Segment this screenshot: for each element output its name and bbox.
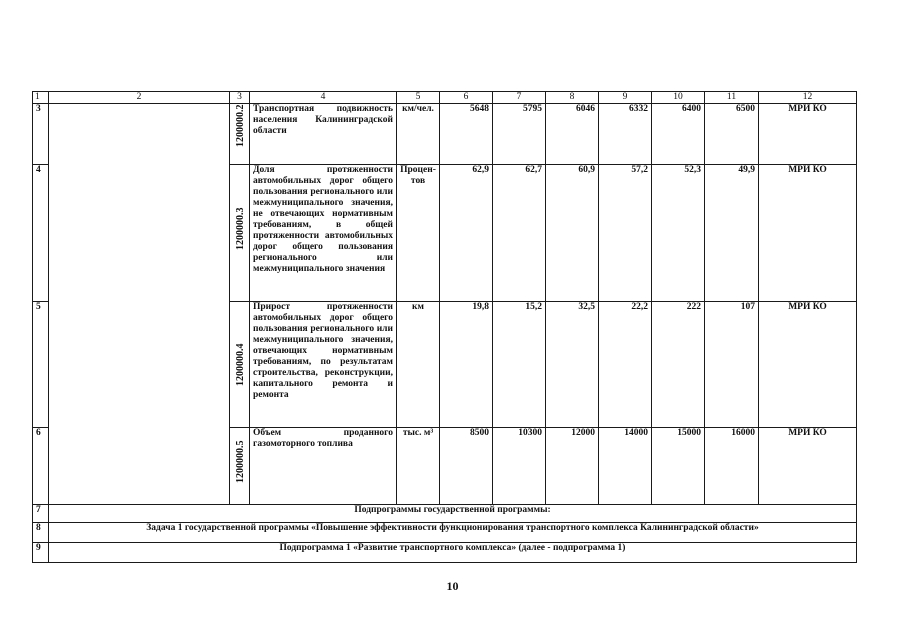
header-cell: 4 bbox=[250, 92, 397, 104]
value-cell: 107 bbox=[705, 302, 759, 428]
value-cell: 62,9 bbox=[440, 165, 493, 302]
header-cell: 10 bbox=[652, 92, 705, 104]
value-cell: 5648 bbox=[440, 104, 493, 165]
row-number: 5 bbox=[33, 302, 49, 428]
unit-cell: км/чел. bbox=[397, 104, 440, 165]
indicator-code: 1200000.2 bbox=[234, 104, 246, 147]
value-cell: 222 bbox=[652, 302, 705, 428]
row-number: 9 bbox=[33, 543, 49, 563]
header-cell: 6 bbox=[440, 92, 493, 104]
value-cell: 5795 bbox=[493, 104, 546, 165]
indicator-code-cell bbox=[230, 302, 250, 428]
value-cell: 16000 bbox=[705, 428, 759, 505]
indicator-code: 1200000.5 bbox=[234, 440, 246, 483]
row-number: 4 bbox=[33, 165, 49, 302]
section-heading: Подпрограммы государственной программы: bbox=[49, 505, 857, 523]
indicator-code-cell bbox=[230, 165, 250, 302]
value-cell: 10300 bbox=[493, 428, 546, 505]
unit-cell: тыс. м³ bbox=[397, 428, 440, 505]
task-heading: Задача 1 государственной программы «Повышение эффективности функционирования транспортного комплекса Калининградской области» bbox=[49, 523, 857, 543]
unit-cell: км bbox=[397, 302, 440, 428]
header-cell: 3 bbox=[230, 92, 250, 104]
indicator-code-cell bbox=[230, 428, 250, 505]
header-cell: 5 bbox=[397, 92, 440, 104]
indicator-code: 1200000.4 bbox=[234, 343, 246, 386]
row-number: 3 bbox=[33, 104, 49, 165]
value-cell: 6046 bbox=[546, 104, 599, 165]
header-cell: 1 bbox=[33, 92, 49, 104]
value-cell: 57,2 bbox=[599, 165, 652, 302]
value-cell: 52,3 bbox=[652, 165, 705, 302]
row-number: 8 bbox=[33, 523, 49, 543]
header-cell: 11 bbox=[705, 92, 759, 104]
responsible-cell: МРИ КО bbox=[759, 302, 857, 428]
indicator-description: Прирост протяженности автомобильных дорог общего пользования регионального или межмуниципального значения, отвечающих нормативным требованиям, по результатам строительства, реконструкции, капитального ремонта и ремонта bbox=[250, 302, 397, 428]
program-name-cell bbox=[49, 104, 230, 505]
indicator-description: Транспортная подвижность населения Калининградской области bbox=[250, 104, 397, 165]
responsible-cell: МРИ КО bbox=[759, 165, 857, 302]
table-row bbox=[33, 523, 857, 543]
value-cell: 19,8 bbox=[440, 302, 493, 428]
value-cell: 14000 bbox=[599, 428, 652, 505]
page-number: 10 bbox=[446, 579, 459, 593]
value-cell: 8500 bbox=[440, 428, 493, 505]
value-cell: 62,7 bbox=[493, 165, 546, 302]
value-cell: 6400 bbox=[652, 104, 705, 165]
value-cell: 12000 bbox=[546, 428, 599, 505]
header-cell: 8 bbox=[546, 92, 599, 104]
table-row bbox=[33, 104, 857, 165]
subprogram-heading: Подпрограмма 1 «Развитие транспортного комплекса» (далее - подпрограмма 1) bbox=[49, 543, 857, 563]
value-cell: 15000 bbox=[652, 428, 705, 505]
responsible-cell: МРИ КО bbox=[759, 428, 857, 505]
row-number: 6 bbox=[33, 428, 49, 505]
value-cell: 15,2 bbox=[493, 302, 546, 428]
value-cell: 22,2 bbox=[599, 302, 652, 428]
indicator-code: 1200000.3 bbox=[234, 207, 246, 250]
header-cell: 7 bbox=[493, 92, 546, 104]
value-cell: 60,9 bbox=[546, 165, 599, 302]
value-cell: 49,9 bbox=[705, 165, 759, 302]
indicator-description: Доля протяженности автомобильных дорог общего пользования регионального или межмуниципального значения, не отвечающих нормативным требованиям, в общей протяженности автомобильных дорог общего пользования регионального или межмуниципального значения bbox=[250, 165, 397, 302]
header-cell: 2 bbox=[49, 92, 230, 104]
column-number-row bbox=[33, 92, 857, 104]
table-row bbox=[33, 543, 857, 563]
unit-cell: Процен-тов bbox=[397, 165, 440, 302]
header-cell: 12 bbox=[759, 92, 857, 104]
indicators-table bbox=[32, 91, 857, 563]
table-row bbox=[33, 505, 857, 523]
value-cell: 6500 bbox=[705, 104, 759, 165]
value-cell: 32,5 bbox=[546, 302, 599, 428]
row-number: 7 bbox=[33, 505, 49, 523]
responsible-cell: МРИ КО bbox=[759, 104, 857, 165]
indicator-description: Объем проданного газомоторного топлива bbox=[250, 428, 397, 505]
indicator-code-cell bbox=[230, 104, 250, 165]
value-cell: 6332 bbox=[599, 104, 652, 165]
header-cell: 9 bbox=[599, 92, 652, 104]
